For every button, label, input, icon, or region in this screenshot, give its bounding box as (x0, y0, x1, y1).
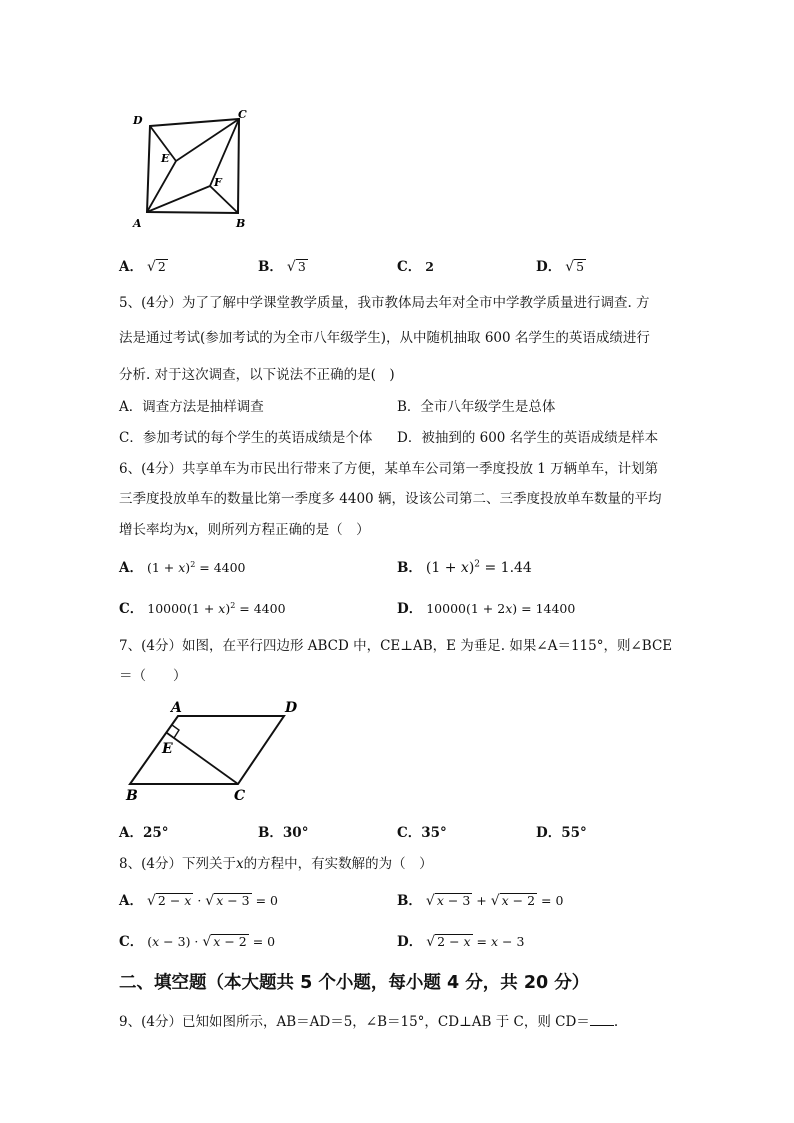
q7-line1: 7、(4分）如图，在平行四边形 ABCD 中，CE⊥AB，E 为垂足. 如果∠A＝115°，则∠BCE (119, 638, 673, 654)
q6-option-a: A． $(1 + x)^2 = 4400$ (119, 559, 246, 576)
label-C: C (238, 108, 247, 121)
q5-option-c: C．参加考试的每个学生的英语成绩是个体 (119, 430, 373, 446)
square-outline (147, 119, 239, 213)
q4-option-c: C． 2 (397, 259, 434, 275)
segment-FB (210, 186, 238, 213)
q8-option-d: D． √ 2 − x = x − 3 (397, 934, 525, 950)
q6-line1: 6、(4分）共享单车为市民出行带来了方便，某单车公司第一季度投放 1 万辆单车，计划第 (119, 461, 659, 477)
q6-option-c: C． $10000(1 + x)^2 = 4400$ (119, 600, 286, 617)
label-F: F (214, 176, 222, 189)
q5-option-b: B．全市八年级学生是总体 (397, 399, 556, 415)
q8-line1: 8、(4分）下列关于x的方程中，有实数解的为（ ） (119, 856, 433, 872)
label-D: D (285, 700, 298, 716)
q4-option-a: A． √ 2 (119, 259, 166, 275)
right-angle-mark (172, 725, 179, 738)
q8-option-a: A． √ 2 − x · √ x − 3 = 0 (119, 893, 278, 909)
q4-option-d: D． √ 5 (536, 259, 585, 275)
label-B: B (126, 788, 138, 804)
label-A: A (133, 217, 142, 230)
label-A: A (171, 700, 182, 716)
label-D: D (133, 114, 143, 127)
q8-option-c: C． (x − 3) · √ x − 2 = 0 (119, 934, 276, 950)
q4-option-b: B． √ 3 (258, 259, 306, 275)
q8-option-b: B． √ x − 3 + √ x − 2 = 0 (397, 893, 564, 909)
q6-line3: 增长率均为x，则所列方程正确的是（ ） (119, 522, 370, 538)
label-C: C (234, 788, 246, 804)
q7-option-d: D．55° (536, 825, 587, 841)
q6-option-d: D． 10000(1 + 2x) = 14400 (397, 601, 576, 617)
q5-option-a: A．调查方法是抽样调查 (119, 399, 264, 415)
kite-upper (147, 119, 239, 212)
q6-line2: 三季度投放单车的数量比第一季度多 4400 辆，设该公司第二、三季度投放单车数量的平均 (119, 491, 662, 507)
q5-line2: 法是通过考试(参加考试的为全市八年级学生)，从中随机抽取 600 名学生的英语成绩进行 (119, 330, 650, 346)
answer-blank (590, 1013, 614, 1026)
square-figure (128, 106, 260, 232)
parallelogram-figure (120, 696, 310, 808)
label-E: E (162, 741, 173, 757)
q7-option-a: A．25° (119, 825, 169, 841)
parallelogram-outline (130, 716, 284, 784)
q5-line3: 分析. 对于这次调查，以下说法不正确的是( ) (119, 367, 395, 383)
q5-option-d: D．被抽到的 600 名学生的英语成绩是样本 (397, 430, 659, 446)
q5-line1: 5、(4分）为了了解中学课堂教学质量，我市教体局去年对全市中学教学质量进行调查. 方 (119, 295, 650, 311)
segment-CE (167, 733, 238, 784)
q7-option-b: B．30° (258, 825, 309, 841)
q6-option-b: B． $(1 + x)^2 = 1.44$ (397, 559, 532, 576)
q9-line1: 9、(4分）已知如图所示，AB＝AD＝5，∠B＝15°，CD⊥AB 于 C，则 CD＝ . (119, 1014, 619, 1030)
label-E: E (161, 152, 170, 165)
q7-line2: ＝（ ） (119, 668, 187, 684)
kite-lower (147, 119, 239, 212)
section-heading-fill-in: 二、填空题（本大题共 5 个小题，每小题 4 分，共 20 分） (119, 973, 590, 993)
label-B: B (236, 217, 246, 230)
q7-option-c: C．35° (397, 825, 447, 841)
